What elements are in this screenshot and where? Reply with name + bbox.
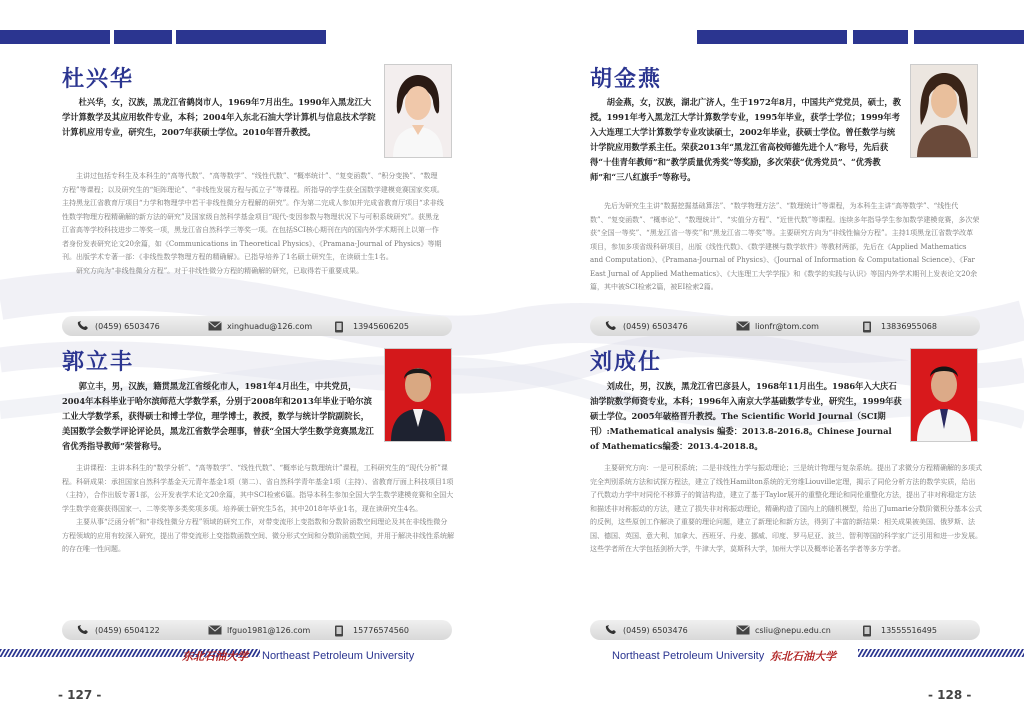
phone-number: (0459) 6503476 (95, 321, 160, 331)
profile-name: 郭立丰 (62, 350, 135, 375)
contact-bar (62, 316, 452, 336)
footer-university-cn: 东北石油大学 (770, 650, 836, 663)
body-paragraph: 先后为研究生主讲“数据挖掘基础算法”、“数学物理方法”、“数理统计”等课程，为本科生主讲“高等数学”、“线性代数”、“复变函数”、“概率论”、“数理统计”、“实值分方程”、“近世代数”等课程。连续多年指导学生参加数学建模竞赛，多次荣获“全国一等奖”、“黑龙江省一等奖”和“黑龙江省二等奖”等。主要研究方向为“非线性偏分方程”。主持1项黑龙江省数学改革项目，参加多项省级科研项目，出版《线性代数》、《数学建模与数学软件》等教材两部，先后在《Applied Mathematics and Computation》、《Pramana-Journal of Physics》、《Journal of Information & Computational Science》、《Far East Jurnal of Applied Mathematics》、《大连理工大学学报》和《数学的实践与认识》等国内外学术期刊上发表论文20余篇，其中被SCI检索2篇，被EI检索2篇。 (590, 202, 980, 291)
mobile-number: 13836955068 (881, 321, 937, 331)
phone-icon (76, 321, 90, 331)
body-paragraph: 研究方向为“非线性微分方程”。对于非线性微分方程的精确解的研究，已取得若干重要成果。 (76, 266, 364, 275)
body-paragraph: 主讲课程：主讲本科生的“数学分析”、“高等数学”、“线性代数”、“概率论与数理统计”课程，工科研究生的“现代分析”课程。科研成果：承担国家自然科学基金天元青年基金1项（第二）、省自然科学青年基金1项（主持）、省教育厅面上科技项目1项（主持），合作出版专著1部，公开发表学术论文20余篇，其中SCI检索6篇。指导本科生参加全国大学生数学建模竞赛和全国大学生数学竞赛获得国家一、二等奖等多类奖项多项。培养硕士研究生5名，其中2018年毕业1名，现在读研究生4名。 (62, 464, 454, 513)
profile-body (590, 462, 982, 557)
profile-body (62, 170, 444, 278)
footer-university-en: Northeast Petroleum University (612, 650, 765, 662)
email-icon (208, 625, 222, 635)
email-icon (736, 321, 750, 331)
body-paragraph: 主要从事“泛函分析”和“非线性微分方程”领域的研究工作，对带变流形上变指数和分数阶函数空间理论及其在非线性微分方程领域的应用有较深入研究，提出了带变流形上变指数函数空间、微分形式空间和分数阶函数空间，并用于解决非线性系统解的存在唯一性问题。 (62, 518, 454, 553)
mobile-icon (862, 321, 876, 331)
email-item[interactable] (208, 321, 312, 331)
email-icon (736, 625, 750, 635)
phone-icon (76, 625, 90, 635)
footer-stripe (858, 649, 1024, 657)
page-number: - 128 - (928, 688, 972, 702)
mobile-item (334, 625, 409, 635)
mobile-item (862, 625, 937, 635)
phone-icon (604, 625, 618, 635)
mobile-number: 15776574560 (353, 625, 409, 635)
mobile-icon (862, 625, 876, 635)
footer-university-en: Northeast Petroleum University (262, 650, 415, 662)
phone-item (604, 625, 688, 635)
phone-number: (0459) 6504122 (95, 625, 160, 635)
phone-icon (604, 321, 618, 331)
profile-photo (910, 348, 978, 442)
phone-item (604, 321, 688, 331)
contact-bar (590, 620, 980, 640)
contact-bar (62, 620, 452, 640)
email-address[interactable]: xinghuadu@126.com (227, 321, 313, 331)
phone-item (76, 321, 160, 331)
profile-photo (384, 348, 452, 442)
profile-name: 胡金燕 (590, 67, 663, 92)
phone-item (76, 625, 160, 635)
email-address[interactable]: csliu@nepu.edu.cn (755, 625, 831, 635)
profile-name: 刘成仕 (590, 350, 663, 375)
profile-intro: 刘成仕，男，汉族，黑龙江省巴彦县人，1968年11月出生。1986年入大庆石油学院数学师资专业，本科；1996年入南京大学基础数学专业，研究生，1999年获硕士学位。2005年破格晋升教授。The Scientific World Journal（SCI期刊）:Mathematical analysis 编委：2013.8-2016.8。Chinese Journal of Mathematics编委：2013.4-2018.8。 (590, 381, 902, 451)
profile-photo (384, 64, 452, 158)
phone-number: (0459) 6503476 (623, 625, 688, 635)
mobile-item (334, 321, 409, 331)
email-address[interactable]: lfguo1981@126.com (227, 625, 311, 635)
right-page (512, 0, 1024, 723)
mobile-icon (334, 625, 348, 635)
email-item[interactable] (208, 625, 310, 635)
profile-photo (910, 64, 978, 158)
profile-body (62, 462, 454, 557)
phone-number: (0459) 6503476 (623, 321, 688, 331)
mobile-icon (334, 321, 348, 331)
email-item[interactable] (736, 625, 831, 635)
email-address[interactable]: lionfr@tom.com (755, 321, 819, 331)
body-paragraph: 主讲过包括专科生及本科生的“高等代数”、“高等数学”、“线性代数”、“概率统计”、“复变函数”、“积分变换”、“数理方程”等课程；以及研究生的“矩阵理论”、“非线性发展方程与孤立子”等课程。所指导的学生获全国数学建模竞赛国家奖项。主持黑龙江省教育厅项目“力学和物理学中若干非线性微分方程解的研究”。作为第二完成人参加并完成省教育厅项目“求非线性数学物理方程精确解的新方法的研究”及国家级自然科学基金项目“现代-变因参数与物理状况下与可积系统研究”。获黑龙江省高等学校科技进步二等奖一项，黑龙江省自然科学三等奖一项。在包括SCI核心期刊在内的国内外学术期刊上以第一作者身份发表研究论文20余篇，如《Communications in Theoretical Physics》、《Pramana-Journal of Physics》等期刊。出版学术专著一部：《非线性数学物理方程的精确解》。已指导培养了1名硕士研究生，在读硕士生1名。 (62, 172, 444, 261)
page-number: - 127 - (58, 688, 102, 702)
profile-intro: 郭立丰，男，汉族，籍贯黑龙江省绥化市人，1981年4月出生，中共党员，2004年本科毕业于哈尔滨师范大学数学系，分别于2008年和2013年毕业于哈尔滨工业大学数学系，获得硕士和博士学位，理学博士，教授，数学与统计学院副院长，美国数学会数学评论评论员，黑龙江省数学会理事，曾获“全国大学生数学竞赛黑龙江省优秀指导教师”荣誉称号。 (62, 381, 374, 451)
mobile-number: 13945606205 (353, 321, 409, 331)
body-paragraph: 主要研究方向：一是可积系统；二是非线性力学与振动理论；三是统计物理与复杂系统。提出了求微分方程精确解的多项式完全判别系统方法和试探方程法，建立了线性Hamilton系统的无穷维Liouville定理，揭示了同伦分析方法的数学实质，给出了代数动力学中对同伦不移算子的简洁构造，建立了基于Taylor展开的重整化理论和同伦重整化方法，提出了非对称稳定方法和描述非对称振动的方法，建立了损失非对称振动理论，精确构造了国内上的随机模型，给出了Jumarie分数阶微积分基本公式的反例，这些原创工作解决了重要的理论问题，建立了新理论和新方法，得到了丰富的新结果：相关成果被美国、俄罗斯、法国、德国、英国、意大利、加拿大、西班牙、丹麦、挪威、印度、罗马尼亚、波兰、智利等国的科学家广泛引用和进一步发展。这些学者所在大学包括剑桥大学，牛津大学，莫斯科大学，加州大学以及概率论著名学者等多方学者。 (590, 464, 982, 553)
profile-intro: 胡金燕，女，汉族，湖北广济人，生于1972年8月，中国共产党党员，硕士，教授。1991年考入黑龙江大学计算数学专业，1995年毕业，获学士学位；1999年考入大连理工大学计算数学专业攻读硕士，2002年毕业，获硕士学位。曾任数学与统计学院应用数学系主任。荣获2013年“黑龙江省高校师德先进个人”称号，先后获得“十佳青年教师”和“教学质量优秀奖”等奖励，多次荣获“优秀党员”、“优秀教师”和“三八红旗手”等称号。 (590, 97, 901, 182)
email-icon (208, 321, 222, 331)
profile-intro: 杜兴华，女，汉族，黑龙江省鹤岗市人，1969年7月出生。1990年入黑龙江大学计算数学及其应用软件专业，本科；2004年入东北石油大学计算机与信息技术学院计算机应用专业，研究生，2007年获硕士学位。2010年晋升教授。 (62, 97, 376, 137)
mobile-item (862, 321, 937, 331)
footer-university-cn: 东北石油大学 (182, 650, 248, 663)
profile-name: 杜兴华 (62, 67, 135, 92)
profile-body (590, 200, 980, 295)
email-item[interactable] (736, 321, 819, 331)
contact-bar (590, 316, 980, 336)
mobile-number: 13555516495 (881, 625, 937, 635)
